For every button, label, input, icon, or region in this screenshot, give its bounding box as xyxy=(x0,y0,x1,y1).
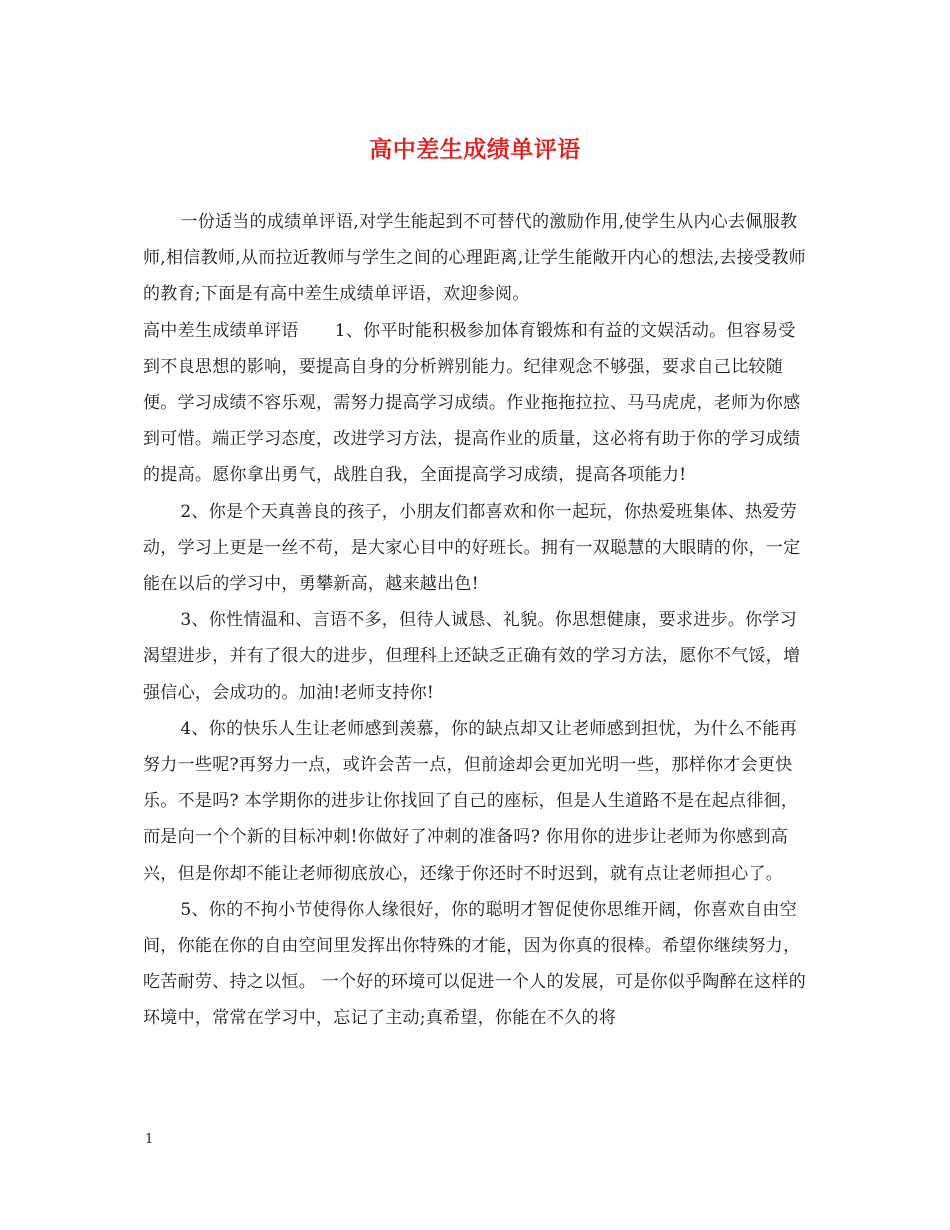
paragraph-2: 2、你是个天真善良的孩子，小朋友们都喜欢和你一起玩，你热爱班集体、热爱劳动，学习上更是一丝不苟，是大家心目中的好班长。拥有一双聪慧的大眼睛的你，一定能在以后的学习中，勇攀新高，越来越出色! xyxy=(143,501,801,595)
first-section-paragraph xyxy=(143,313,807,494)
document-body xyxy=(143,204,807,1037)
document-title: 高中差生成绩单评语 xyxy=(369,136,581,163)
page-number: 1 xyxy=(145,1132,154,1147)
paragraph-4: 4、你的快乐人生让老师感到羡慕，你的缺点却又让老师感到担忧，为什么不能再努力一些呢?再努力一点，或许会苦一点，但前途却会更加光明一些，那样你才会更快乐。不是吗? 本学期你的进步让你找回了自己的座标，但是人生道路不是在起点徘徊，而是向一个个新的目标冲刺!你做好了冲刺的准备吗? 你用你的进步让老师为你感到高兴，但是你却不能让老师彻底放心，还缘于你还时不时迟到，就有点让老师担心了。 xyxy=(143,718,799,884)
paragraph-1: 1、你平时能积极参加体育锻炼和有益的文娱活动。但容易受到不良思想的影响，要提高自身的分析辨别能力。纪律观念不够强，要求自己比较随便。学习成绩不容乐观，需努力提高学习成绩。作业拖拖拉拉、马马虎虎，老师为你感到可惜。端正学习态度，改进学习方法，提高作业的质量，这必将有助于你的学习成绩的提高。愿你拿出勇气，战胜自我，全面提高学习成绩，提高各项能力! xyxy=(143,320,801,486)
paragraph-3: 3、你性情温和、言语不多，但待人诚恳、礼貌。你思想健康，要求进步。你学习渴望进步，并有了很大的进步，但理科上还缺乏正确有效的学习方法，愿你不气馁，增强信心，会成功的。加油!老师支持你! xyxy=(143,610,801,703)
intro-paragraph: 一份适当的成绩单评语,对学生能起到不可替代的激励作用,使学生从内心去佩服教师,相信教师,从而拉近教师与学生之间的心理距离,让学生能敞开内心的想法,去接受教师的教育;下面是有高中差生成绩单评语，欢迎参阅。 xyxy=(143,212,806,305)
section-heading: 高中差生成绩单评语 xyxy=(143,320,299,341)
paragraph-5: 5、你的不拘小节使得你人缘很好，你的聪明才智促使你思维开阔，你喜欢自由空间，你能在你的自由空间里发挥出你特殊的才能，因为你真的很棒。希望你继续努力，吃苦耐劳、持之以恒。 一个好的环境可以促进一个人的发展，可是你似乎陶醉在这样的环境中，常常在学习中，忘记了主动;真希望，你能在不久的将 xyxy=(143,899,807,1029)
